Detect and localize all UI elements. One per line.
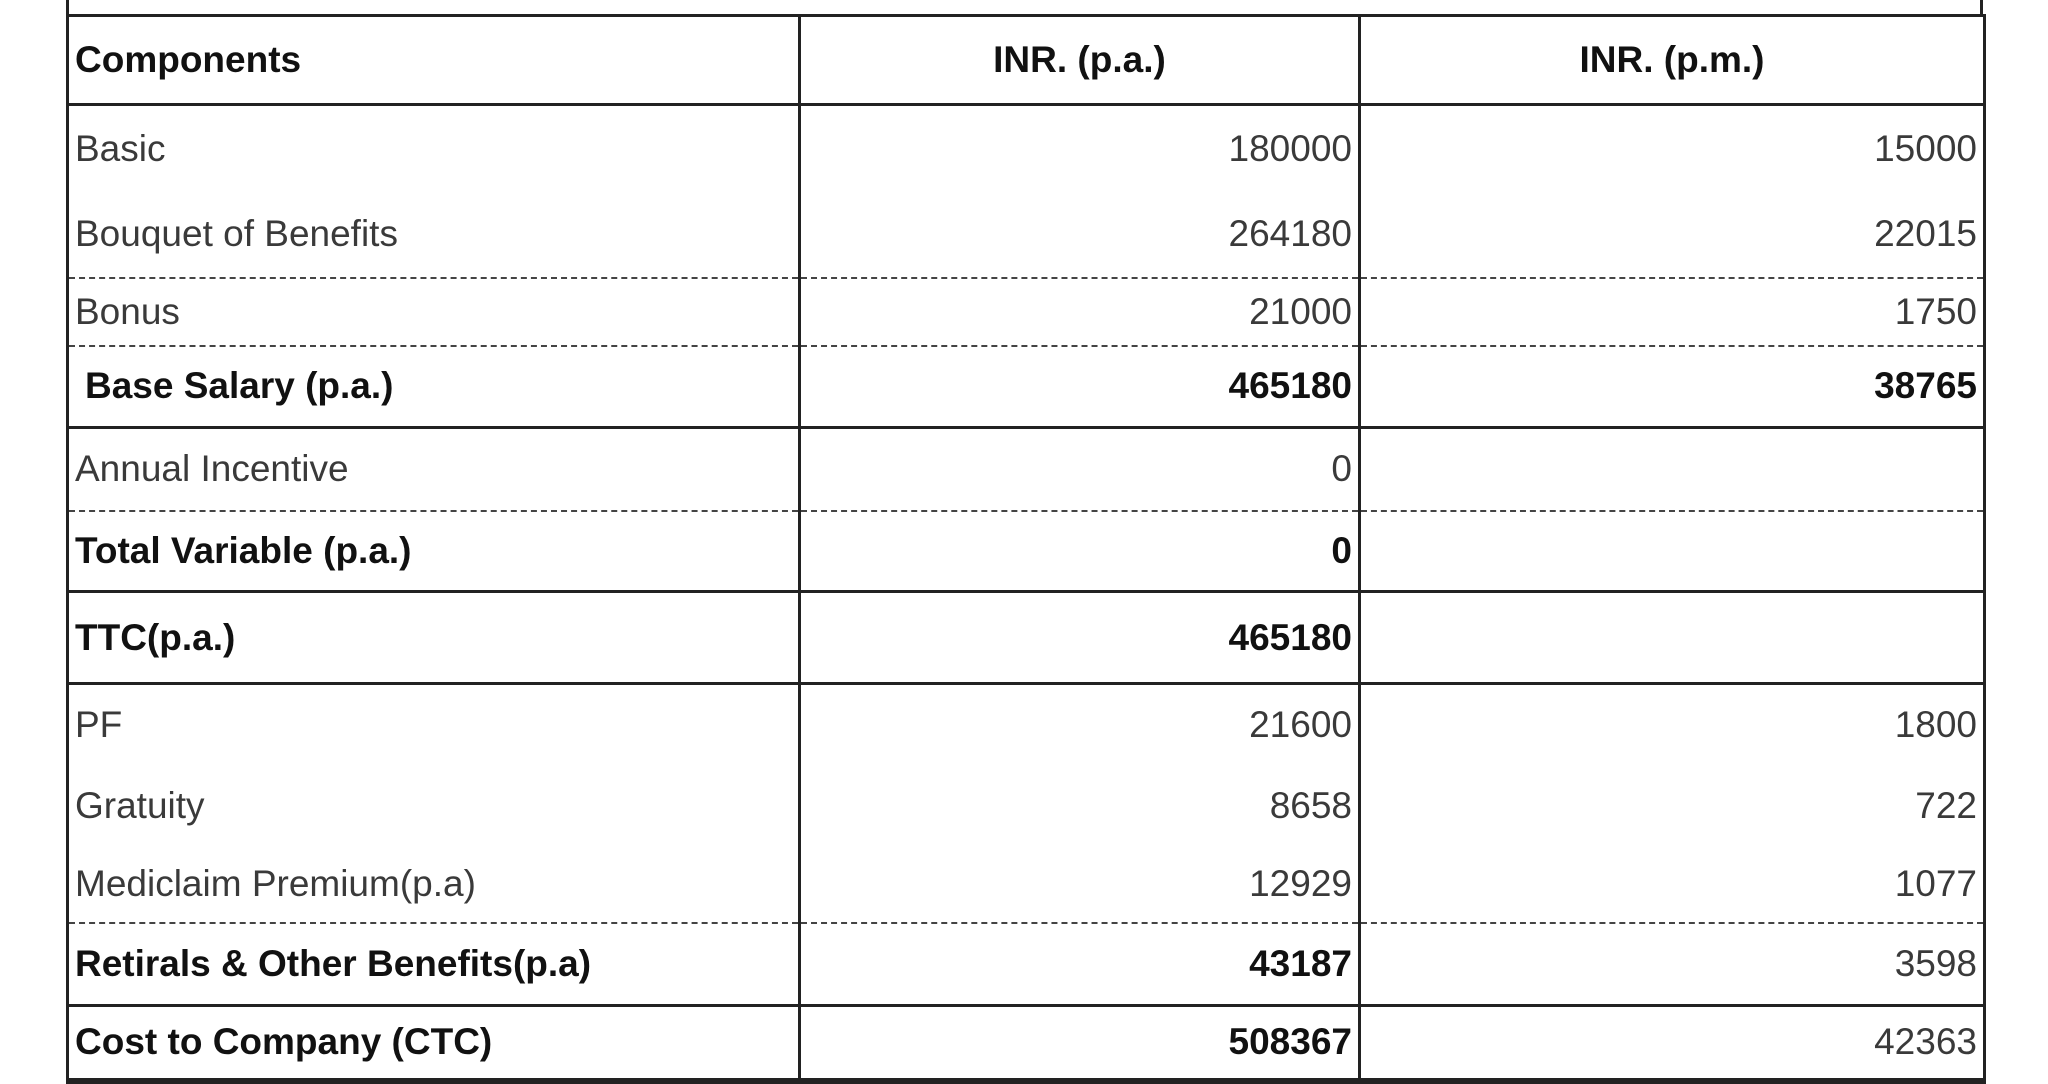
row-value-pm: 722	[1360, 765, 1985, 847]
row-label: TTC(p.a.)	[68, 592, 800, 684]
table-row	[68, 847, 1985, 923]
table-top-edge	[66, 0, 1983, 14]
row-label: Retirals & Other Benefits(p.a)	[68, 923, 800, 1006]
row-value-pa: 21000	[800, 278, 1360, 346]
row-value-pa: 21600	[800, 684, 1360, 765]
row-label: Base Salary (p.a.)	[68, 346, 800, 428]
row-value-pm	[1360, 511, 1985, 592]
table-row-subtotal	[68, 592, 1985, 684]
row-label: Total Variable (p.a.)	[68, 511, 800, 592]
table-row-subtotal	[68, 511, 1985, 592]
table-row-subtotal	[68, 346, 1985, 428]
table-row	[68, 192, 1985, 278]
header-inr-pa: INR. (p.a.)	[800, 16, 1360, 105]
table-row	[68, 684, 1985, 765]
table-row-total	[68, 1006, 1985, 1081]
header-components: Components	[68, 16, 800, 105]
row-value-pm: 42363	[1360, 1006, 1985, 1081]
row-value-pm: 1077	[1360, 847, 1985, 923]
row-label: Annual Incentive	[68, 428, 800, 511]
row-value-pm: 1750	[1360, 278, 1985, 346]
row-value-pm: 3598	[1360, 923, 1985, 1006]
row-value-pa: 508367	[800, 1006, 1360, 1081]
row-value-pa: 180000	[800, 105, 1360, 192]
row-value-pa: 0	[800, 511, 1360, 592]
row-label: Bouquet of Benefits	[68, 192, 800, 278]
table-row	[68, 428, 1985, 511]
row-value-pa: 465180	[800, 592, 1360, 684]
row-value-pm	[1360, 592, 1985, 684]
table-row-subtotal	[68, 923, 1985, 1006]
row-value-pm	[1360, 428, 1985, 511]
row-value-pm: 15000	[1360, 105, 1985, 192]
row-value-pa: 43187	[800, 923, 1360, 1006]
table-header-row	[68, 16, 1985, 105]
row-value-pm: 38765	[1360, 346, 1985, 428]
table-row	[68, 765, 1985, 847]
row-label: Mediclaim Premium(p.a)	[68, 847, 800, 923]
row-label: Gratuity	[68, 765, 800, 847]
row-label: Bonus	[68, 278, 800, 346]
table-row	[68, 105, 1985, 192]
header-inr-pm: INR. (p.m.)	[1360, 16, 1985, 105]
row-label: Basic	[68, 105, 800, 192]
row-label: PF	[68, 684, 800, 765]
row-value-pm: 1800	[1360, 684, 1985, 765]
row-label: Cost to Company (CTC)	[68, 1006, 800, 1081]
row-value-pa: 465180	[800, 346, 1360, 428]
salary-breakup-table	[66, 14, 1986, 1084]
row-value-pa: 8658	[800, 765, 1360, 847]
table-row	[68, 278, 1985, 346]
row-value-pa: 12929	[800, 847, 1360, 923]
row-value-pm: 22015	[1360, 192, 1985, 278]
row-value-pa: 264180	[800, 192, 1360, 278]
row-value-pa: 0	[800, 428, 1360, 511]
